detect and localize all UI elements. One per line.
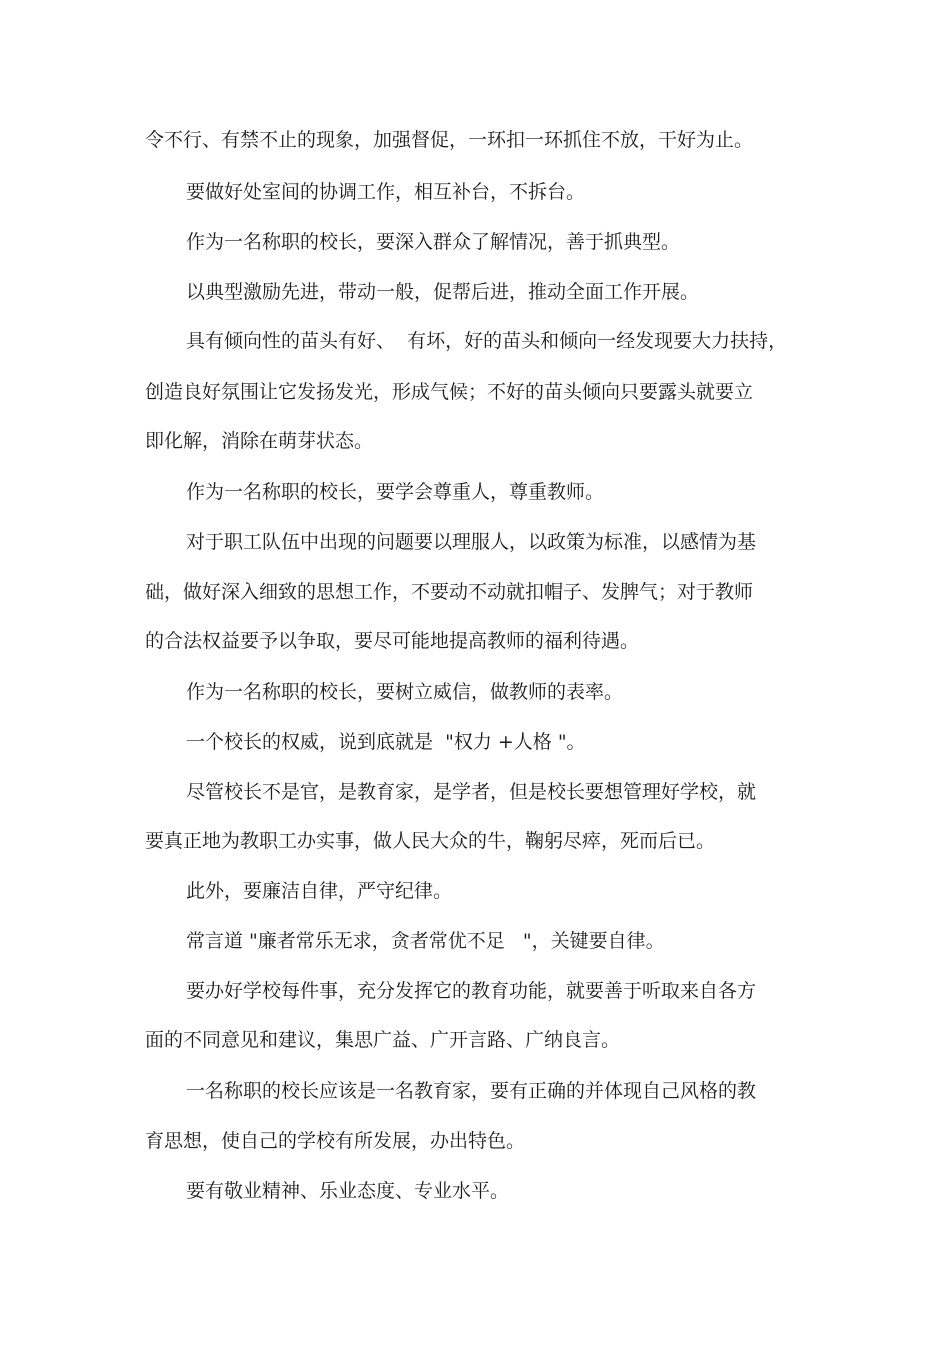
paragraph-start-line: 要有敬业精神、乐业态度、专业水平。 bbox=[186, 1180, 510, 1202]
text-line: 要真正地为教职工办实事，做人民大众的牛，鞠躬尽瘁，死而后已。 bbox=[145, 830, 716, 852]
paragraph-start-line: 以典型激励先进，带动一般，促帮后进，推动全面工作开展。 bbox=[186, 281, 700, 303]
paragraph-start-line: 要办好学校每件事，充分发挥它的教育功能，就要善于听取来自各方 bbox=[186, 980, 757, 1002]
paragraph-start-line: 常言道 "廉者常乐无求，贪者常优不足 "，关键要自律。 bbox=[186, 930, 665, 952]
text-line: 础，做好深入细致的思想工作，不要动不动就扣帽子、发脾气；对于教师 bbox=[145, 581, 754, 603]
paragraph-start-line: 作为一名称职的校长，要深入群众了解情况，善于抓典型。 bbox=[186, 231, 681, 253]
text-line: 创造良好氛围让它发扬发光，形成气候；不好的苗头倾向只要露头就要立 bbox=[145, 381, 754, 403]
paragraph-start-line: 作为一名称职的校长，要学会尊重人，尊重教师。 bbox=[186, 481, 605, 503]
paragraph-start-line: 要做好处室间的协调工作，相互补台，不拆台。 bbox=[186, 181, 586, 203]
text-line: 即化解，消除在萌芽状态。 bbox=[145, 430, 374, 452]
text-line: 育思想，使自己的学校有所发展，办出特色。 bbox=[145, 1130, 526, 1152]
paragraph-start-line: 作为一名称职的校长，要树立威信，做教师的表率。 bbox=[186, 681, 624, 703]
paragraph-start-line: 尽管校长不是官，是教育家，是学者，但是校长要想管理好学校，就 bbox=[186, 781, 757, 803]
paragraph-start-line: 此外，要廉洁自律，严守纪律。 bbox=[186, 880, 453, 902]
paragraph-start-line: 一个校长的权威，说到底就是 "权力 +人格 "。 bbox=[186, 731, 586, 753]
paragraph-start-line: 对于职工队伍中出现的问题要以理服人，以政策为标准，以感情为基 bbox=[186, 531, 757, 553]
text-line: 面的不同意见和建议，集思广益、广开言路、广纳良言。 bbox=[145, 1029, 621, 1051]
paragraph-start-line: 一名称职的校长应该是一名教育家，要有正确的并体现自己风格的教 bbox=[186, 1080, 757, 1102]
text-line: 令不行、有禁不止的现象，加强督促，一环扣一环抓住不放，干好为止。 bbox=[145, 129, 754, 151]
paragraph-start-line: 具有倾向性的苗头有好、 有坏，好的苗头和倾向一经发现要大力扶持， bbox=[186, 330, 788, 352]
text-line: 的合法权益要予以争取，要尽可能地提高教师的福利待遇。 bbox=[145, 630, 640, 652]
